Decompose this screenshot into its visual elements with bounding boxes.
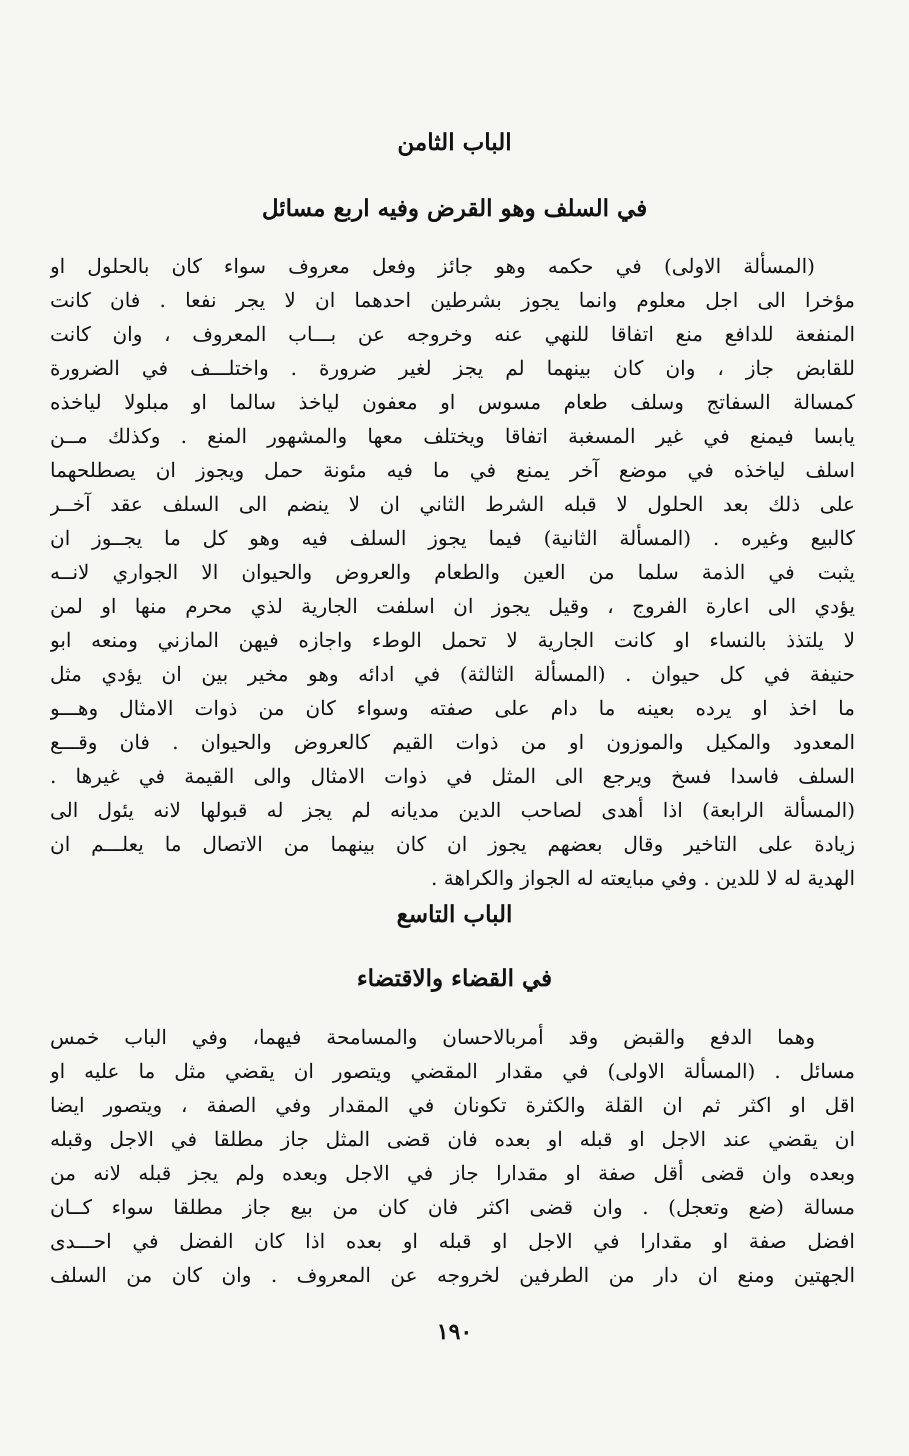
text-line: (المسألة الرابعة) اذا أهدى لصاحب الدين مديانه لم يجز له قبولها لانه يئول الى xyxy=(50,798,855,822)
text-line: اقل او اكثر ثم ان القلة والكثرة تكونان في المقدار وفي الصفة ، ويتصور ايضا xyxy=(50,1093,855,1117)
text-line: مؤخرا الى اجل معلوم وانما يجوز بشرطين احدهما ان لا يجر نفعا . فان كانت xyxy=(50,288,855,312)
text-line: زيادة على التاخير وقال بعضهم يجوز ان كان بينهما من الاتصال ما يعلـــم ان xyxy=(50,832,855,856)
text-line: المعدود والمكيل والموزون او من ذوات القيم كالعروض والحيوان . فان وقـــع xyxy=(50,730,855,754)
page-number: ١٩٠ xyxy=(436,1319,473,1345)
text-line: ان يقضي عند الاجل او قبله او بعده فان قضى المثل جاز مطلقا في الاجل وقبله xyxy=(50,1127,855,1151)
text-line: يؤدي الى اعارة الفروج ، وقيل يجوز ان اسلفت الجارية لذي محرم منها او لمن xyxy=(50,594,855,618)
text-line: كالبيع وغيره . (المسألة الثانية) فيما يجوز السلف فيه وهو كل ما يجــوز ان xyxy=(50,526,855,550)
chapter-9-subtitle: في القضاء والاقتضاء xyxy=(356,965,553,992)
text-line: يابسا فيمنع في غير المسغبة اتفاقا ويختلف معها والمشهور المنع . وكذلك مــن xyxy=(50,424,855,448)
text-line: الهدية له لا للدين . وفي مبايعته له الجواز والكراهة . xyxy=(430,866,855,890)
text-line: الجهتين ومنع ان دار من الطرفين لخروجه عن المعروف . وان كان من السلف xyxy=(50,1263,855,1287)
text-line: كمسالة السفاتج وسلف طعام مسوس او معفون لياخذ سالما او مبلولا لياخذه xyxy=(50,390,855,414)
text-line: وبعده وان قضى أقل صفة او مقدارا جاز في الاجل وبعده ولم يجز قبله لانه من xyxy=(50,1161,855,1185)
text-line: للقابض جاز ، وان كان بينهما لم يجز لغير ضرورة . واختلـــف في الضرورة xyxy=(50,356,855,380)
text-line: افضل صفة او مقدارا في الاجل او قبله او بعده اذا كان الفضل في احـــدى xyxy=(50,1229,855,1253)
text-line: لا يلتذذ بالنساء او كانت الجارية لا تحمل الوطء واجازه فيهن المازني ومنعه ابو xyxy=(50,628,855,652)
text-line: مسائل . (المسألة الاولى) في مقدار المقضي ويتصور ان يقضي مثل ما عليه او xyxy=(50,1059,855,1083)
text-line: يثبت في الذمة سلما من العين والطعام والعروض والحيوان الا الجواري لانــه xyxy=(50,560,855,584)
text-line: وهما الدفع والقبض وقد أمربالاحسان والمسامحة فيهما، وفي الباب خمس xyxy=(50,1025,815,1049)
text-line: (المسألة الاولى) في حكمه وهو جائز وفعل معروف سواء كان بالحلول او xyxy=(50,254,815,278)
chapter-8-title: الباب الثامن xyxy=(397,129,512,156)
text-line: مسالة (ضع وتعجل) . وان قضى اكثر فان كان من بيع جاز مطلقا سواء كــان xyxy=(50,1195,855,1219)
chapter-9-title: الباب التاسع xyxy=(396,901,513,928)
text-line: ما اخذ او يرده بعينه ما دام على صفته وسواء كان من ذوات الامثال وهـــو xyxy=(50,696,855,720)
chapter-8-subtitle: في السلف وهو القرض وفيه اربع مسائل xyxy=(261,195,648,222)
text-line: السلف فاسدا فسخ ويرجع الى المثل في ذوات الامثال والى القيمة في غيرها . xyxy=(50,764,855,788)
text-line: حنيفة في كل حيوان . (المسألة الثالثة) في ادائه وهو مخير بين ان يؤدي مثل xyxy=(50,662,855,686)
text-line: اسلف لياخذه في موضع آخر يمنع في ما فيه مئونة حمل ويجوز ان يصطلحهما xyxy=(50,458,855,482)
text-line: المنفعة للدافع منع اتفاقا للنهي عنه وخروجه عن بـــاب المعروف ، وان كانت xyxy=(50,322,855,346)
text-line: على ذلك بعد الحلول لا قبله الشرط الثاني ان لا ينضم الى السلف عقد آخــر xyxy=(50,492,855,516)
